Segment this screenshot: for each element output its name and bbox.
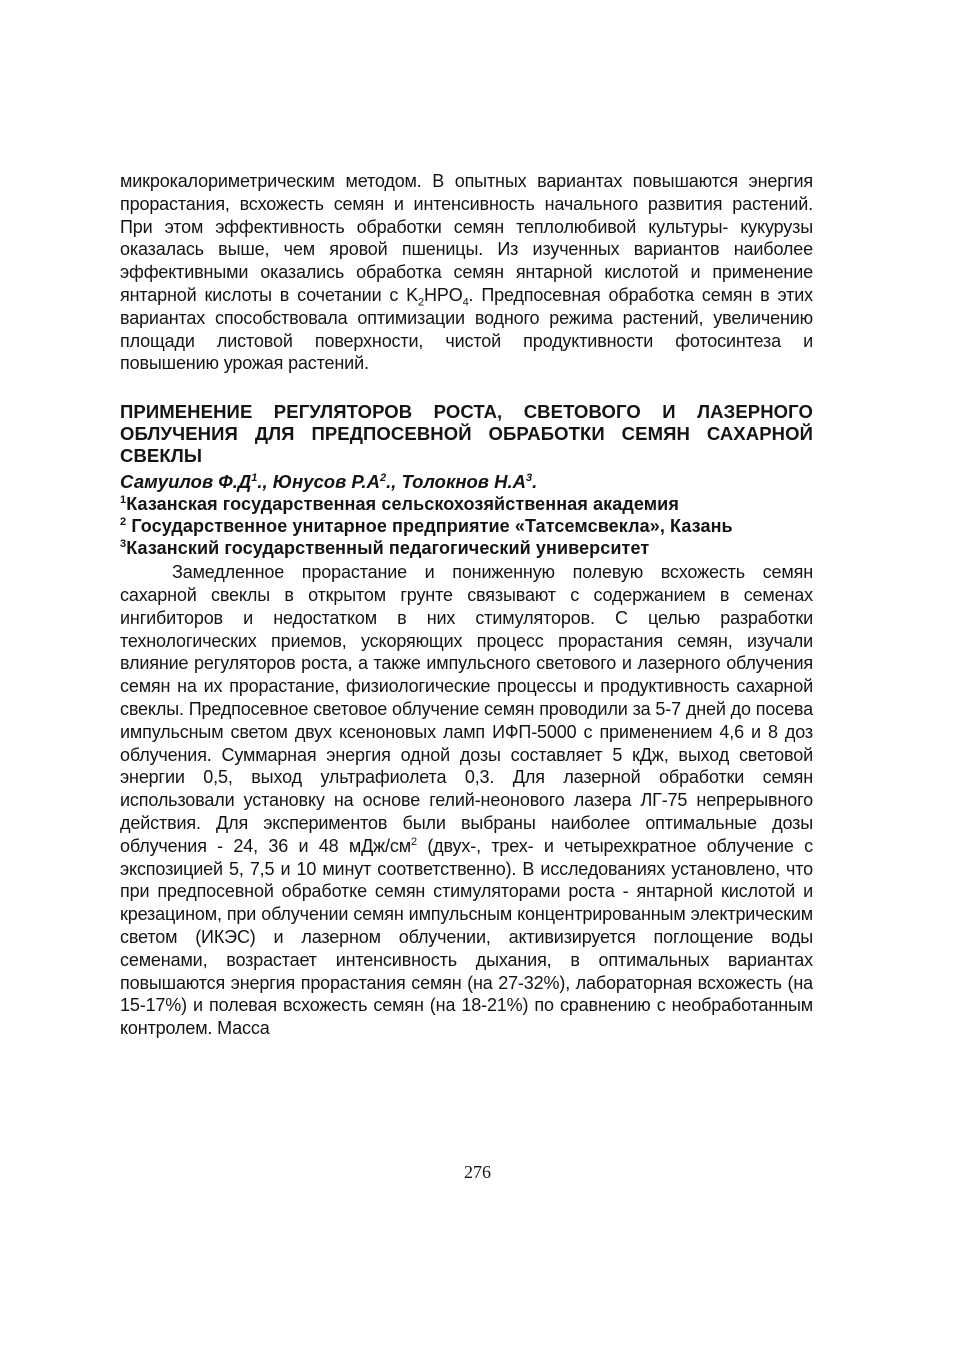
affiliation-1-sup: 1 xyxy=(120,494,127,507)
affiliation-2-sup: 2 xyxy=(120,516,127,529)
article-title: ПРИМЕНЕНИЕ РЕГУЛЯТОРОВ РОСТА, СВЕТОВОГО И ЛАЗЕРНОГО ОБЛУЧЕНИЯ ДЛЯ ПРЕДПОСЕВНОЙ ОБРАБОТКИ СЕМЯН САХАРНОЙ СВЕКЛЫ xyxy=(120,401,813,467)
author-1-sup: 1 xyxy=(251,472,258,485)
intro-text-part2: . Предпосевная обработка семян в этих вариантах способствовала оптимизации водного режима растений, увеличению площади листовой поверхности, чистой продуктивности фотосинтеза и повышению урожая растений. xyxy=(120,284,813,374)
authors-end: . xyxy=(532,471,538,493)
body-text-part1: Замедленное прорастание и пониженную полевую всхожесть семян сахарной свеклы в открытом грунте связывают с содержанием в семенах ингибиторов и недостатком в них стимуляторов. С целью разработки технологических приемов, ускоряющих процесс прорастания семян, изучали влияние регуляторов роста, а также импульсного светового и лазерного облучения семян на их прорастание, физиологические процессы и продуктивность сахарной свеклы. Предпосевное световое облучение семян проводили за 5-7 дней до посева импульсным светом двух ксеноновых ламп ИФП-5000 с применением 4,6 и 8 доз облучения. Суммарная энергия одной дозы составляет 5 кДж, выход световой энергии 0,5, выход ультрафиолета 0,3. Для лазерной обработки семян использовали установку на основе гелий-неонового лазера ЛГ-75 непрерывного действия. Для экспериментов были выбраны наиболее оптимальные дозы облучения - 24, 36 и 48 мДж/см xyxy=(120,562,813,856)
author-3-sup: 3 xyxy=(525,472,533,485)
intro-hpo-text: HPO xyxy=(424,284,463,305)
affiliation-3 xyxy=(120,537,813,559)
page-content xyxy=(120,170,813,1040)
intro-o-subscript: 4 xyxy=(462,296,469,309)
affiliation-3-text: Казанский государственный педагогический университет xyxy=(126,538,650,559)
affiliation-1 xyxy=(120,493,813,515)
affiliation-2 xyxy=(120,515,813,537)
author-3: ., Толокнов Н.А xyxy=(386,471,526,493)
affiliation-2-text: Государственное унитарное предприятие «Татсемсвекла», Казань xyxy=(126,516,733,537)
affiliation-1-text: Казанская государственная сельскохозяйственная академия xyxy=(126,494,679,515)
intro-k-subscript: 2 xyxy=(418,296,425,309)
body-text-part2: (двух-, трех- и четырехкратное облучение с экспозицией 5, 7,5 и 10 минут соответственно). В исследованиях установлено, что при предпосевной обработке семян стимуляторами роста - янтарной кислотой и крезацином, при облучении семян импульсным концентрированным электрическим светом (ИКЭС) и лазерном облучении, активизируется поглощение воды семенами, возрастает интенсивность дыхания, в оптимальных вариантах повышаются энергия прорастания семян (на 27-32%), лабораторная всхожесть (на 15-17%) и полевая всхожесть семян (на 18-21%) по сравнению с необработанным контролем. Масса xyxy=(120,835,813,1039)
intro-paragraph xyxy=(120,170,813,375)
page-number: 276 xyxy=(464,1162,491,1182)
article-body-paragraph xyxy=(120,561,813,1040)
intro-text-part1: микрокалориметрическим методом. В опытных вариантах повышаются энергия прорастания, всхожесть семян и интенсивность начального развития растений. При этом эффективность обработки семян теплолюбивой культуры- кукурузы оказалась выше, чем яровой пшеницы. Из изученных вариантов наиболее эффективными оказались обработка семян янтарной кислотой и применение янтарной кислоты в сочетании с K xyxy=(120,171,813,305)
author-1: Самуилов Ф.Д xyxy=(120,471,252,493)
author-2: ., Юнусов Р.А xyxy=(257,471,380,493)
article-authors xyxy=(120,471,813,493)
author-2-sup: 2 xyxy=(379,472,387,485)
affiliation-3-sup: 3 xyxy=(120,538,127,551)
body-unit-sup: 2 xyxy=(410,835,417,848)
